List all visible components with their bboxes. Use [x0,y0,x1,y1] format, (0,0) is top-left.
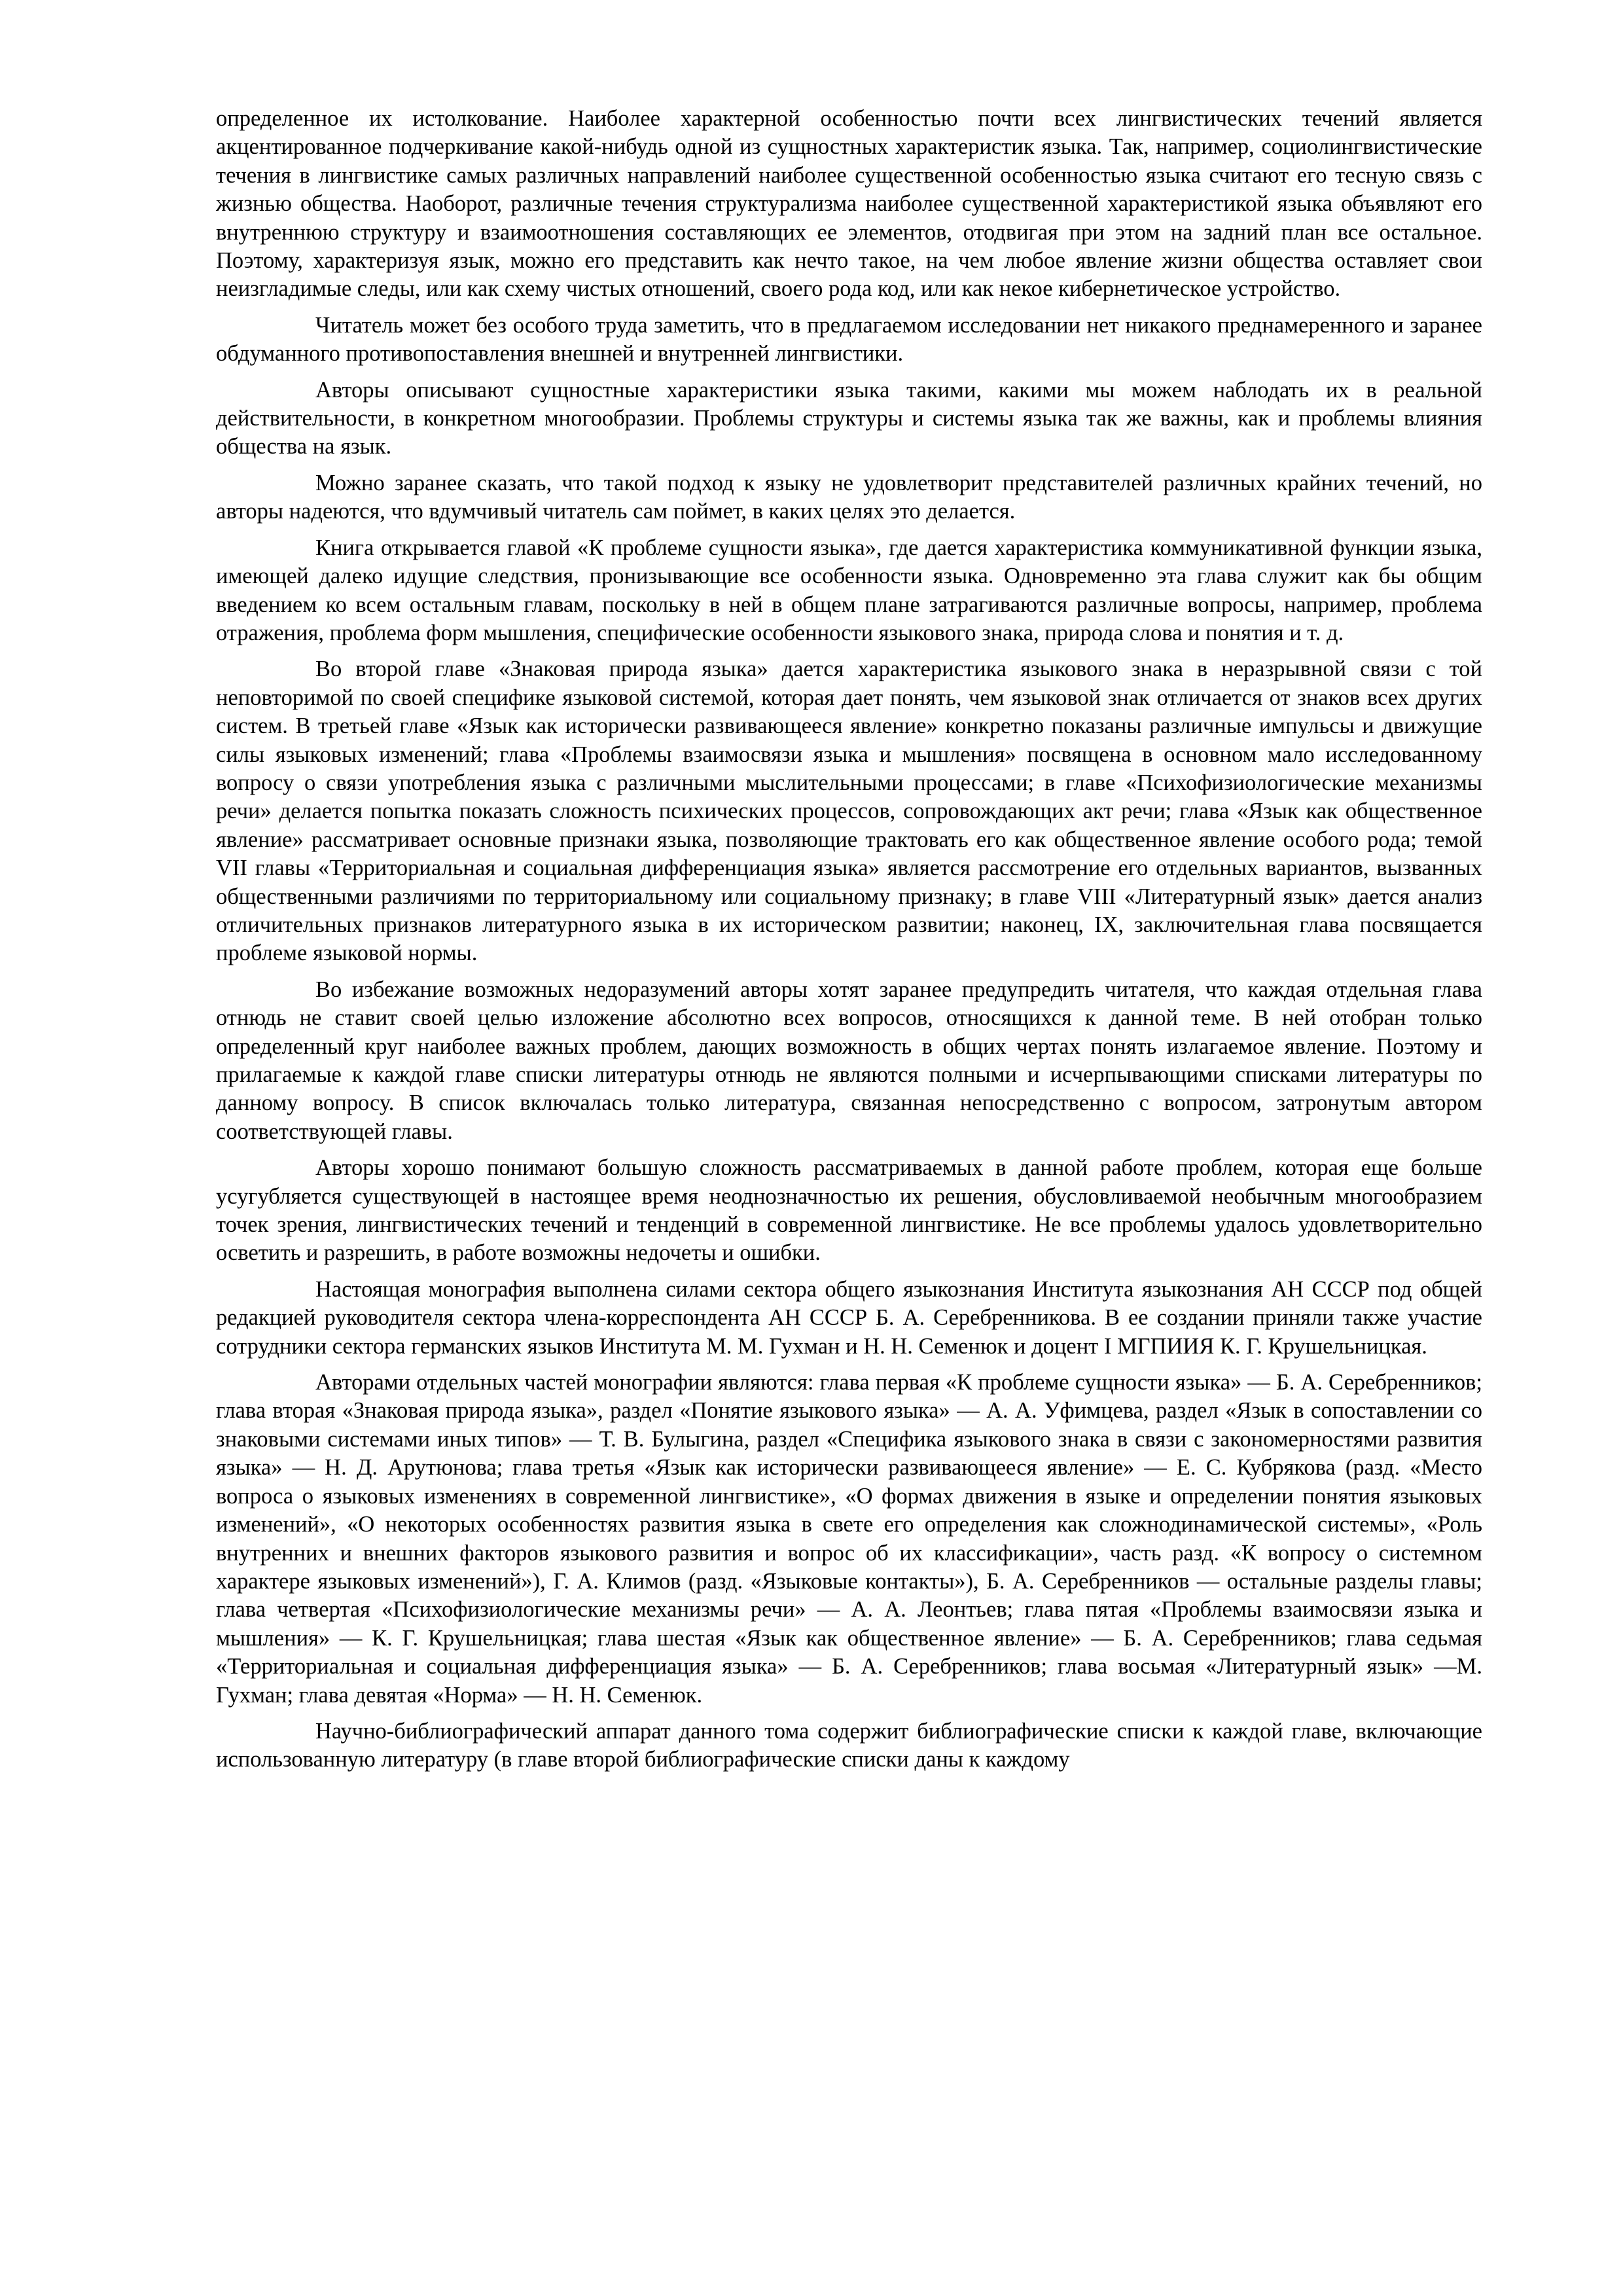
paragraph-5: Книга открывается главой «К проблеме сущности языка», где дается характеристика коммуникативной функции языка, имеющей далеко идущие следствия, пронизывающие все особенности языка. Одновременно эта глава служит как бы общим введением ко всем остальным главам, поскольку в ней в общем плане затрагиваются различные вопросы, например, проблема отражения, проблема форм мышления, специфические особенности языкового знака, природа слова и понятия и т. д. [216,535,1482,645]
document-page [216,105,1482,1782]
paragraph-9: Настоящая монография выполнена силами сектора общего языкознания Института языкознания АН СССР под общей редакцией руководителя сектора члена-корреспондента АН СССР Б. А. Серебренникова. В ее создании приняли также участие сотрудники сектора германских языков Института М. М. Гухман и Н. Н. Семенюк и доцент I МГПИИЯ К. Г. Крушельницкая. [216,1276,1482,1359]
paragraph-7: Во избежание возможных недоразумений авторы хотят заранее предупредить читателя, что каждая отдельная глава отнюдь не ставит своей целью изложение абсолютно всех вопросов, относящихся к данной теме. В ней отобран только определенный круг наиболее важных проблем, дающих возможность в общих чертах понять излагаемое явление. Поэтому и прилагаемые к каждой главе списки литературы отнюдь не являются полными и исчерпывающими списками литературы по данному вопросу. В список включалась только литература, связанная непосредственно с вопросом, затронутым автором соответствующей главы. [216,977,1482,1144]
paragraph-2: Читатель может без особого труда заметить, что в предлагаемом исследовании нет никакого преднамеренного и заранее обдуманного противопоставления внешней и внутренней лингвистики. [216,312,1482,367]
paragraph-10: Авторами отдельных частей монографии являются: глава первая «К проблеме сущности языка» — Б. А. Серебренников; глава вторая «Знаковая природа языка», раздел «Понятие языкового языка» — А. А. Уфимцева, раздел «Язык в сопоставлении со знаковыми системами иных типов» — Т. В. Булыгина, раздел «Специфика языкового знака в связи с закономерностями развития языка» — Н. Д. Арутюнова; глава третья «Язык как исторически развивающееся явление» — Е. С. Кубрякова (разд. «Место вопроса о языковых изменениях в современной лингвистике», «О формах движения в языке и определении понятия языковых изменений», «О некоторых особенностях развития языка в свете его определения как сложнодинамической системы», «Роль внутренних и внешних факторов языкового развития и вопрос об их классификации», часть разд. «К вопросу о системном характере языковых изменений»), Г. А. Климов (разд. «Языковые контакты»), Б. А. Серебренников — остальные разделы главы; глава четвертая «Психофизиологические механизмы речи» — А. А. Леонтьев; глава пятая «Проблемы взаимосвязи языка и мышления» — К. Г. Крушельницкая; глава шестая «Язык как общественное явление» — Б. А. Серебренников; глава седьмая «Территориальная и социальная дифференциация языка» — Б. А. Серебренников; глава восьмая «Литературный язык» —М. Гухман; глава девятая «Норма» — Н. Н. Семенюк. [216,1370,1482,1708]
paragraph-1: определенное их истолкование. Наиболее характерной особенностью почти всех лингвистических течений является акцентированное подчеркивание какой-нибудь одной из сущностных характеристик языка. Так, например, социолингвистические течения в лингвистике самых различных направлений наиболее существенной особенностью языка считают его тесную связь с жизнью общества. Наоборот, различные течения структурализма наиболее существенной характеристикой языка объявляют его внутреннюю структуру и взаимоотношения составляющих ее элементов, отодвигая при этом на задний план все остальное. Поэтому, характеризуя язык, можно его представить как нечто такое, на чем любое явление жизни общества оставляет свои неизгладимые следы, или как схему чистых отношений, своего рода код, или как некое кибернетическое устройство. [216,106,1482,302]
paragraph-11: Научно-библиографический аппарат данного тома содержит библиографические списки к каждой главе, включающие использованную литературу (в главе второй библиографические списки даны к каждому [216,1718,1482,1772]
paragraph-6: Во второй главе «Знаковая природа языка» дается характеристика языкового знака в неразрывной связи с той неповторимой по своей специфике языковой системой, которая дает понять, чем языковой знак отличается от знаков всех других систем. В третьей главе «Язык как исторически развивающееся явление» конкретно показаны различные импульсы и движущие силы языковых изменений; глава «Проблемы взаимосвязи языка и мышления» посвящена в основном мало исследованному вопросу о связи употребления языка с различными мыслительными процессами; в главе «Психофизиологические механизмы речи» делается попытка показать сложность психических процессов, сопровождающих акт речи; глава «Язык как общественное явление» рассматривает основные признаки языка, позволяющие трактовать его как общественное явление особого рода; темой VII главы «Территориальная и социальная дифференциация языка» является рассмотрение его отдельных вариантов, вызванных общественными различиями по территориальному или социальному признаку; в главе VIII «Литературный язык» дается анализ отличительных признаков литературного языка в их историческом развитии; наконец, IX, заключительная глава посвящается проблеме языковой нормы. [216,656,1482,966]
paragraph-3: Авторы описывают сущностные характеристики языка такими, какими мы можем наблодать их в реальной действительности, в конкретном многообразии. Проблемы структуры и системы языка так же важны, как и проблемы влияния общества на язык. [216,377,1482,459]
paragraph-4: Можно заранее сказать, что такой подход к языку не удовлетворит представителей различных крайних течений, но авторы надеются, что вдумчивый читатель сам поймет, в каких целях это делается. [216,470,1482,524]
paragraph-8: Авторы хорошо понимают большую сложность рассматриваемых в данной работе проблем, которая еще больше усугубляется существующей в настоящее время неоднозначностью их решения, обусловливаемой необычным многообразием точек зрения, лингвистических течений и тенденций в современной лингвистике. Не все проблемы удалось удовлетворительно осветить и разрешить, в работе возможны недочеты и ошибки. [216,1155,1482,1266]
